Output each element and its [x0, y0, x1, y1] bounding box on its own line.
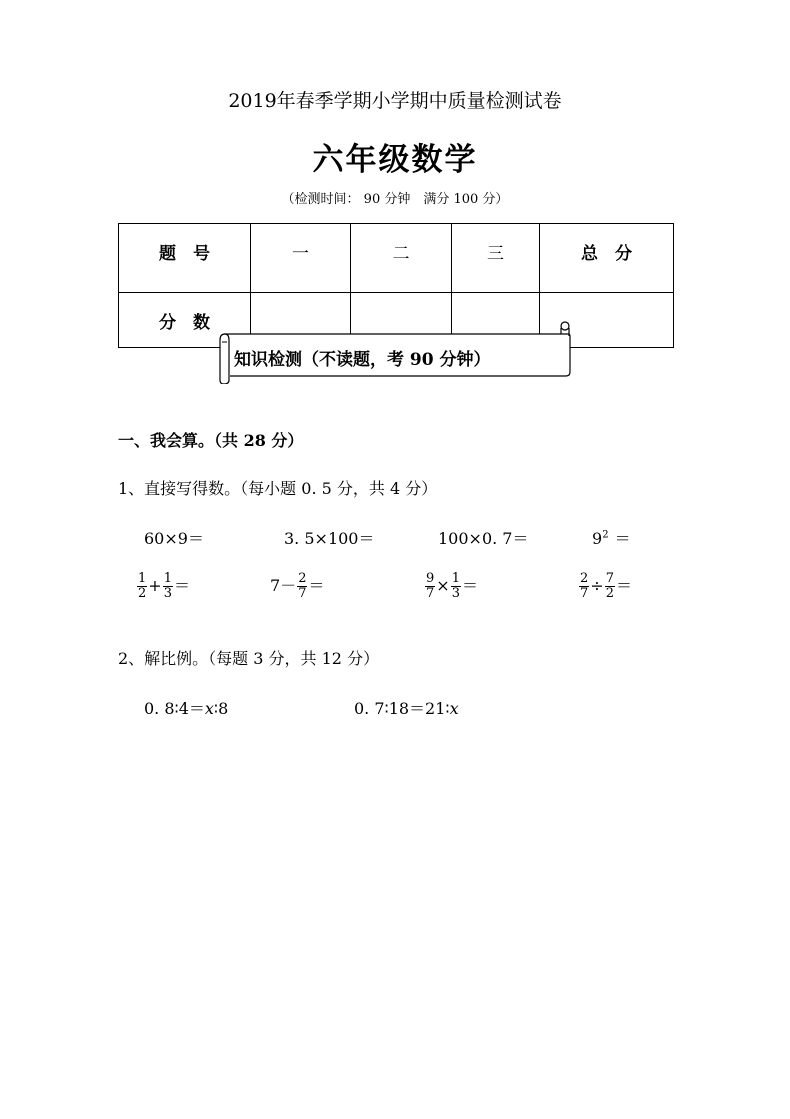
- fraction-expression-2: [270, 572, 324, 601]
- equals-sign: ＝: [615, 576, 632, 595]
- expression-4: [592, 526, 631, 549]
- proportion-part: 0. 8∶4＝: [144, 699, 205, 718]
- score-table-row-label: 分 数: [119, 293, 251, 348]
- variable-x: x: [449, 699, 459, 718]
- fraction: $\frac{2}{7}$: [298, 571, 307, 601]
- equals-sign: ＝: [308, 576, 325, 595]
- fraction: $\frac{2}{7}$: [580, 571, 589, 601]
- fraction: $\frac{7}{2}$: [605, 571, 614, 601]
- proportion-part: 0. 7∶18＝21∶: [354, 699, 450, 718]
- score-table-header-cell: 一: [251, 224, 351, 293]
- banner-text: 知识检测（不读题，考 90 分钟）: [234, 350, 491, 370]
- question-2-title: 2、解比例。（每题 3 分，共 12 分）: [118, 649, 380, 668]
- exam-title: 2019年春季学期小学期中质量检测试卷: [228, 90, 562, 112]
- proportion-2: [354, 696, 459, 719]
- fraction-expression-4: [578, 572, 632, 601]
- score-table-header-cell: 总 分: [540, 224, 674, 293]
- power-exponent: 2: [602, 529, 609, 541]
- fraction: $\frac{1}{3}$: [163, 571, 172, 601]
- proportion-part: ∶8: [213, 699, 229, 718]
- operator: +: [148, 576, 162, 595]
- equals-sign: ＝: [173, 576, 190, 595]
- section-1-title: 一、我会算。（共 28 分）: [118, 431, 304, 450]
- fraction: $\frac{1}{3}$: [451, 571, 460, 601]
- expression-1: 60×9＝: [144, 529, 204, 548]
- subject-title: 六年级数学: [312, 142, 478, 178]
- proportion-1: [144, 696, 228, 719]
- power-base: 9: [592, 529, 603, 548]
- fraction: $\frac{9}{7}$: [426, 571, 435, 601]
- expression-2: 3. 5×100＝: [284, 529, 375, 548]
- fraction-expression-3: [424, 572, 478, 601]
- variable-x: x: [204, 699, 214, 718]
- equals-sign: ＝: [461, 576, 478, 595]
- expression-3: 100×0. 7＝: [438, 529, 529, 548]
- fraction-expression-1: [136, 572, 190, 601]
- operator: ×: [436, 576, 450, 595]
- score-table-header-cell: 三: [452, 224, 540, 293]
- score-table-header-cell: 题 号: [119, 224, 251, 293]
- score-table-header-cell: 二: [351, 224, 452, 293]
- equals-sign: ＝: [614, 529, 631, 548]
- exam-info: （检测时间： 90 分钟 满分 100 分）: [281, 192, 509, 207]
- question-1-title: 1、直接写得数。（每小题 0. 5 分，共 4 分）: [118, 479, 438, 498]
- fraction: $\frac{1}{2}$: [138, 571, 147, 601]
- operator: ÷: [590, 576, 604, 595]
- score-table-header-row: [119, 224, 674, 293]
- expression-lead: 7－: [270, 576, 297, 595]
